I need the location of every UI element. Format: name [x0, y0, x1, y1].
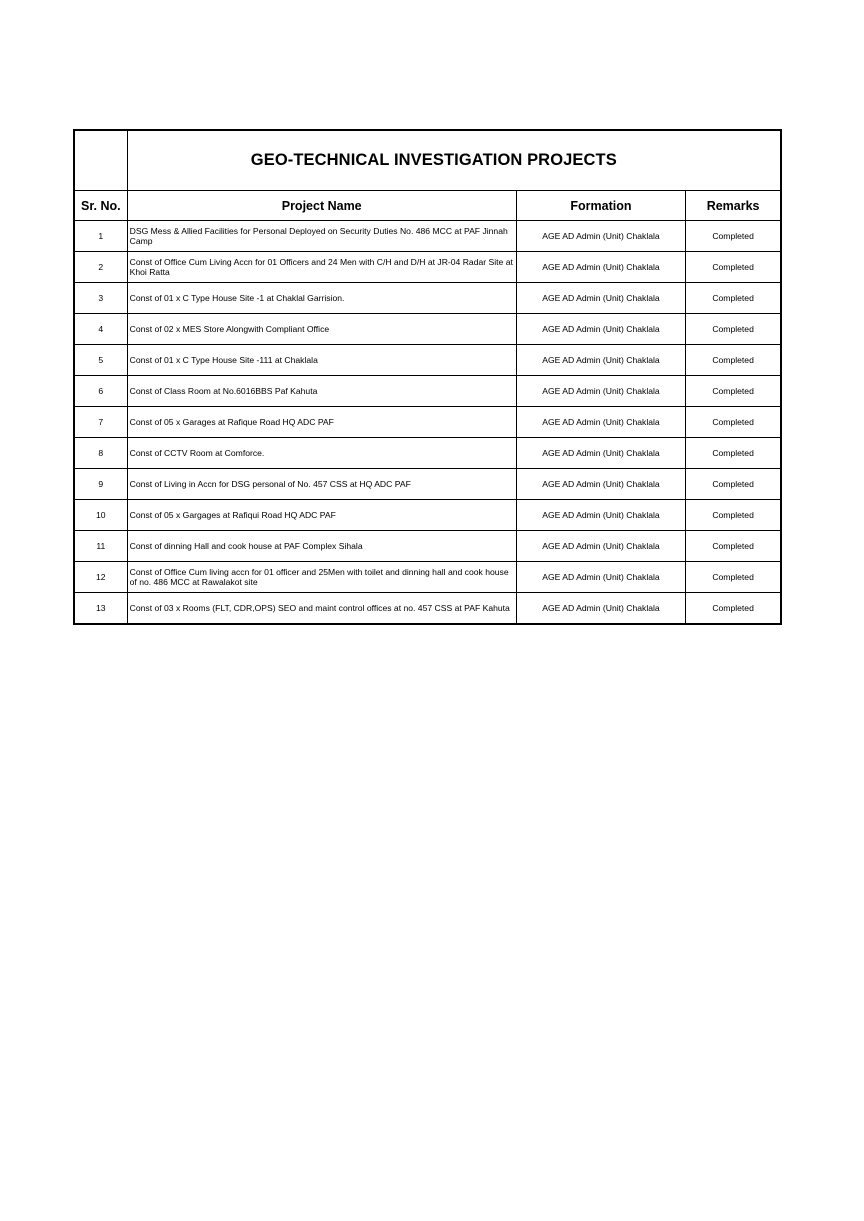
table-row [74, 562, 781, 593]
formation-cell: AGE AD Admin (Unit) Chaklala [516, 314, 685, 345]
table-row [74, 438, 781, 469]
formation-cell: AGE AD Admin (Unit) Chaklala [516, 252, 685, 283]
table-row [74, 345, 781, 376]
formation-cell: AGE AD Admin (Unit) Chaklala [516, 221, 685, 252]
column-header-project-name: Project Name [127, 191, 516, 221]
sr-cell: 6 [74, 376, 127, 407]
remarks-cell: Completed [686, 438, 781, 469]
sr-cell: 7 [74, 407, 127, 438]
table-row [74, 221, 781, 252]
column-header-formation: Formation [516, 191, 685, 221]
remarks-cell: Completed [686, 562, 781, 593]
header-row [74, 191, 781, 221]
formation-cell: AGE AD Admin (Unit) Chaklala [516, 376, 685, 407]
formation-cell: AGE AD Admin (Unit) Chaklala [516, 469, 685, 500]
project-name-cell: Const of Living in Accn for DSG personal of No. 457 CSS at HQ ADC PAF [127, 469, 516, 500]
project-name-cell: Const of Class Room at No.6016BBS Paf Kahuta [127, 376, 516, 407]
formation-cell: AGE AD Admin (Unit) Chaklala [516, 345, 685, 376]
formation-cell: AGE AD Admin (Unit) Chaklala [516, 438, 685, 469]
sr-cell: 11 [74, 531, 127, 562]
project-name-cell: Const of 05 x Gargages at Rafiqui Road HQ ADC PAF [127, 500, 516, 531]
remarks-cell: Completed [686, 221, 781, 252]
remarks-cell: Completed [686, 469, 781, 500]
projects-table [73, 129, 782, 625]
remarks-cell: Completed [686, 252, 781, 283]
remarks-cell: Completed [686, 500, 781, 531]
project-name-cell: Const of 02 x MES Store Alongwith Compliant Office [127, 314, 516, 345]
remarks-cell: Completed [686, 376, 781, 407]
project-name-cell: Const of CCTV Room at Comforce. [127, 438, 516, 469]
table-row [74, 469, 781, 500]
formation-cell: AGE AD Admin (Unit) Chaklala [516, 562, 685, 593]
table-row [74, 500, 781, 531]
sr-cell: 8 [74, 438, 127, 469]
table-row [74, 314, 781, 345]
sr-cell: 9 [74, 469, 127, 500]
sr-cell: 5 [74, 345, 127, 376]
sr-cell: 12 [74, 562, 127, 593]
column-header-sr-no: Sr. No. [74, 191, 127, 221]
sr-cell: 10 [74, 500, 127, 531]
title-blank-cell [74, 130, 127, 191]
title-row [74, 130, 781, 191]
sr-cell: 13 [74, 593, 127, 625]
remarks-cell: Completed [686, 283, 781, 314]
project-name-cell: DSG Mess & Allied Facilities for Personal Deployed on Security Duties No. 486 MCC at PAF Jinnah Camp [127, 221, 516, 252]
formation-cell: AGE AD Admin (Unit) Chaklala [516, 531, 685, 562]
table-title: GEO-TECHNICAL INVESTIGATION PROJECTS [127, 130, 781, 191]
formation-cell: AGE AD Admin (Unit) Chaklala [516, 407, 685, 438]
formation-cell: AGE AD Admin (Unit) Chaklala [516, 283, 685, 314]
table-row [74, 252, 781, 283]
project-name-cell: Const of dinning Hall and cook house at PAF Complex Sihala [127, 531, 516, 562]
table-row [74, 407, 781, 438]
sr-cell: 2 [74, 252, 127, 283]
remarks-cell: Completed [686, 314, 781, 345]
table-row [74, 531, 781, 562]
project-name-cell: Const of 01 x C Type House Site -1 at Chaklal Garrision. [127, 283, 516, 314]
sr-cell: 4 [74, 314, 127, 345]
sr-cell: 1 [74, 221, 127, 252]
table-row [74, 283, 781, 314]
formation-cell: AGE AD Admin (Unit) Chaklala [516, 593, 685, 625]
project-name-cell: Const of Office Cum living accn for 01 officer and 25Men with toilet and dinning hall and cook house of no. 486 MCC at Rawalakot site [127, 562, 516, 593]
remarks-cell: Completed [686, 345, 781, 376]
project-name-cell: Const of 01 x C Type House Site -111 at Chaklala [127, 345, 516, 376]
table-row [74, 593, 781, 625]
remarks-cell: Completed [686, 407, 781, 438]
sr-cell: 3 [74, 283, 127, 314]
project-name-cell: Const of 03 x Rooms (FLT, CDR,OPS) SEO and maint control offices at no. 457 CSS at PAF Kahuta [127, 593, 516, 625]
column-header-remarks: Remarks [686, 191, 781, 221]
remarks-cell: Completed [686, 593, 781, 625]
project-name-cell: Const of Office Cum Living Accn for 01 Officers and 24 Men with C/H and D/H at JR-04 Radar Site at Khoi Ratta [127, 252, 516, 283]
formation-cell: AGE AD Admin (Unit) Chaklala [516, 500, 685, 531]
table-row [74, 376, 781, 407]
remarks-cell: Completed [686, 531, 781, 562]
project-name-cell: Const of 05 x Garages at Rafique Road HQ ADC PAF [127, 407, 516, 438]
